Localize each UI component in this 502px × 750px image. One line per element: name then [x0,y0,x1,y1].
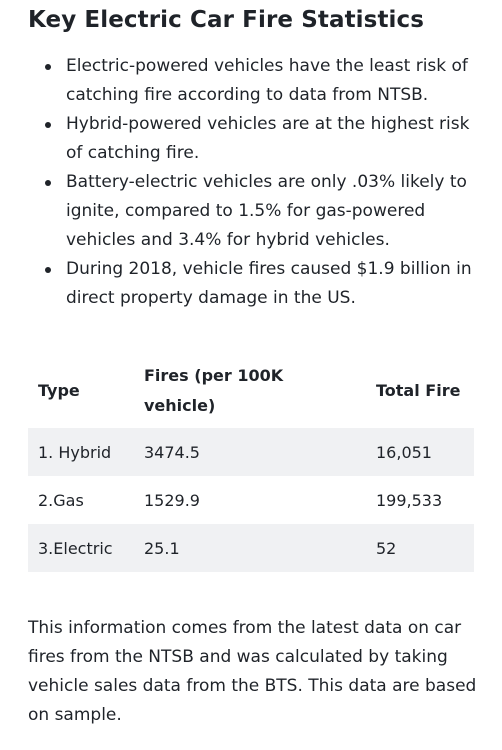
header-total-fire: Total Fire [376,381,461,400]
cell-fires: 3474.5 [134,428,366,476]
cell-total: 52 [366,524,474,572]
bullet-text: Battery-electric vehicles are only .03% likely to ignite, compared to 1.5% for gas-powered vehicles and 3.4% for hybrid vehicles. [66,172,467,250]
table-body [28,428,474,572]
bullet-dot-icon [45,64,51,70]
header-type: Type [38,381,80,400]
bullet-item [28,168,478,255]
bullet-text: Electric-powered vehicles have the least risk of catching fire according to data from NTSB. [66,56,468,105]
table-row [28,524,474,572]
bullet-dot-icon [45,267,51,273]
bullet-dot-icon [45,122,51,128]
cell-fires: 1529.9 [144,490,200,510]
cell-total: 16,051 [366,428,474,476]
cell-type: 1. Hybrid [28,428,134,476]
header-fires: Fires (per 100K vehicle) [144,366,284,415]
cell-fires: 25.1 [134,524,366,572]
cell-type: 2.Gas [38,490,84,510]
fire-stats-bullet-list [28,52,478,313]
cell-total: 199,533 [376,490,443,510]
table-header [28,358,474,428]
table-row [28,428,474,476]
page-title: Key Electric Car Fire Statistics [28,7,425,33]
bullet-item [28,255,478,313]
bullet-text: Hybrid-powered vehicles are at the highest risk of catching fire. [66,114,470,163]
table-header-row [28,358,474,428]
cell-type: 3.Electric [28,524,134,572]
bullet-dot-icon [45,180,51,186]
bullet-item [28,110,478,168]
source-note: This information comes from the latest data on car fires from the NTSB and was calculated by taking vehicle sales data from the BTS. This data are based on sample. [28,618,477,725]
bullet-text: During 2018, vehicle fires caused $1.9 billion in direct property damage in the US. [66,259,472,308]
fire-stats-table [28,358,474,572]
bullet-item [28,52,478,110]
table-row [28,476,474,524]
